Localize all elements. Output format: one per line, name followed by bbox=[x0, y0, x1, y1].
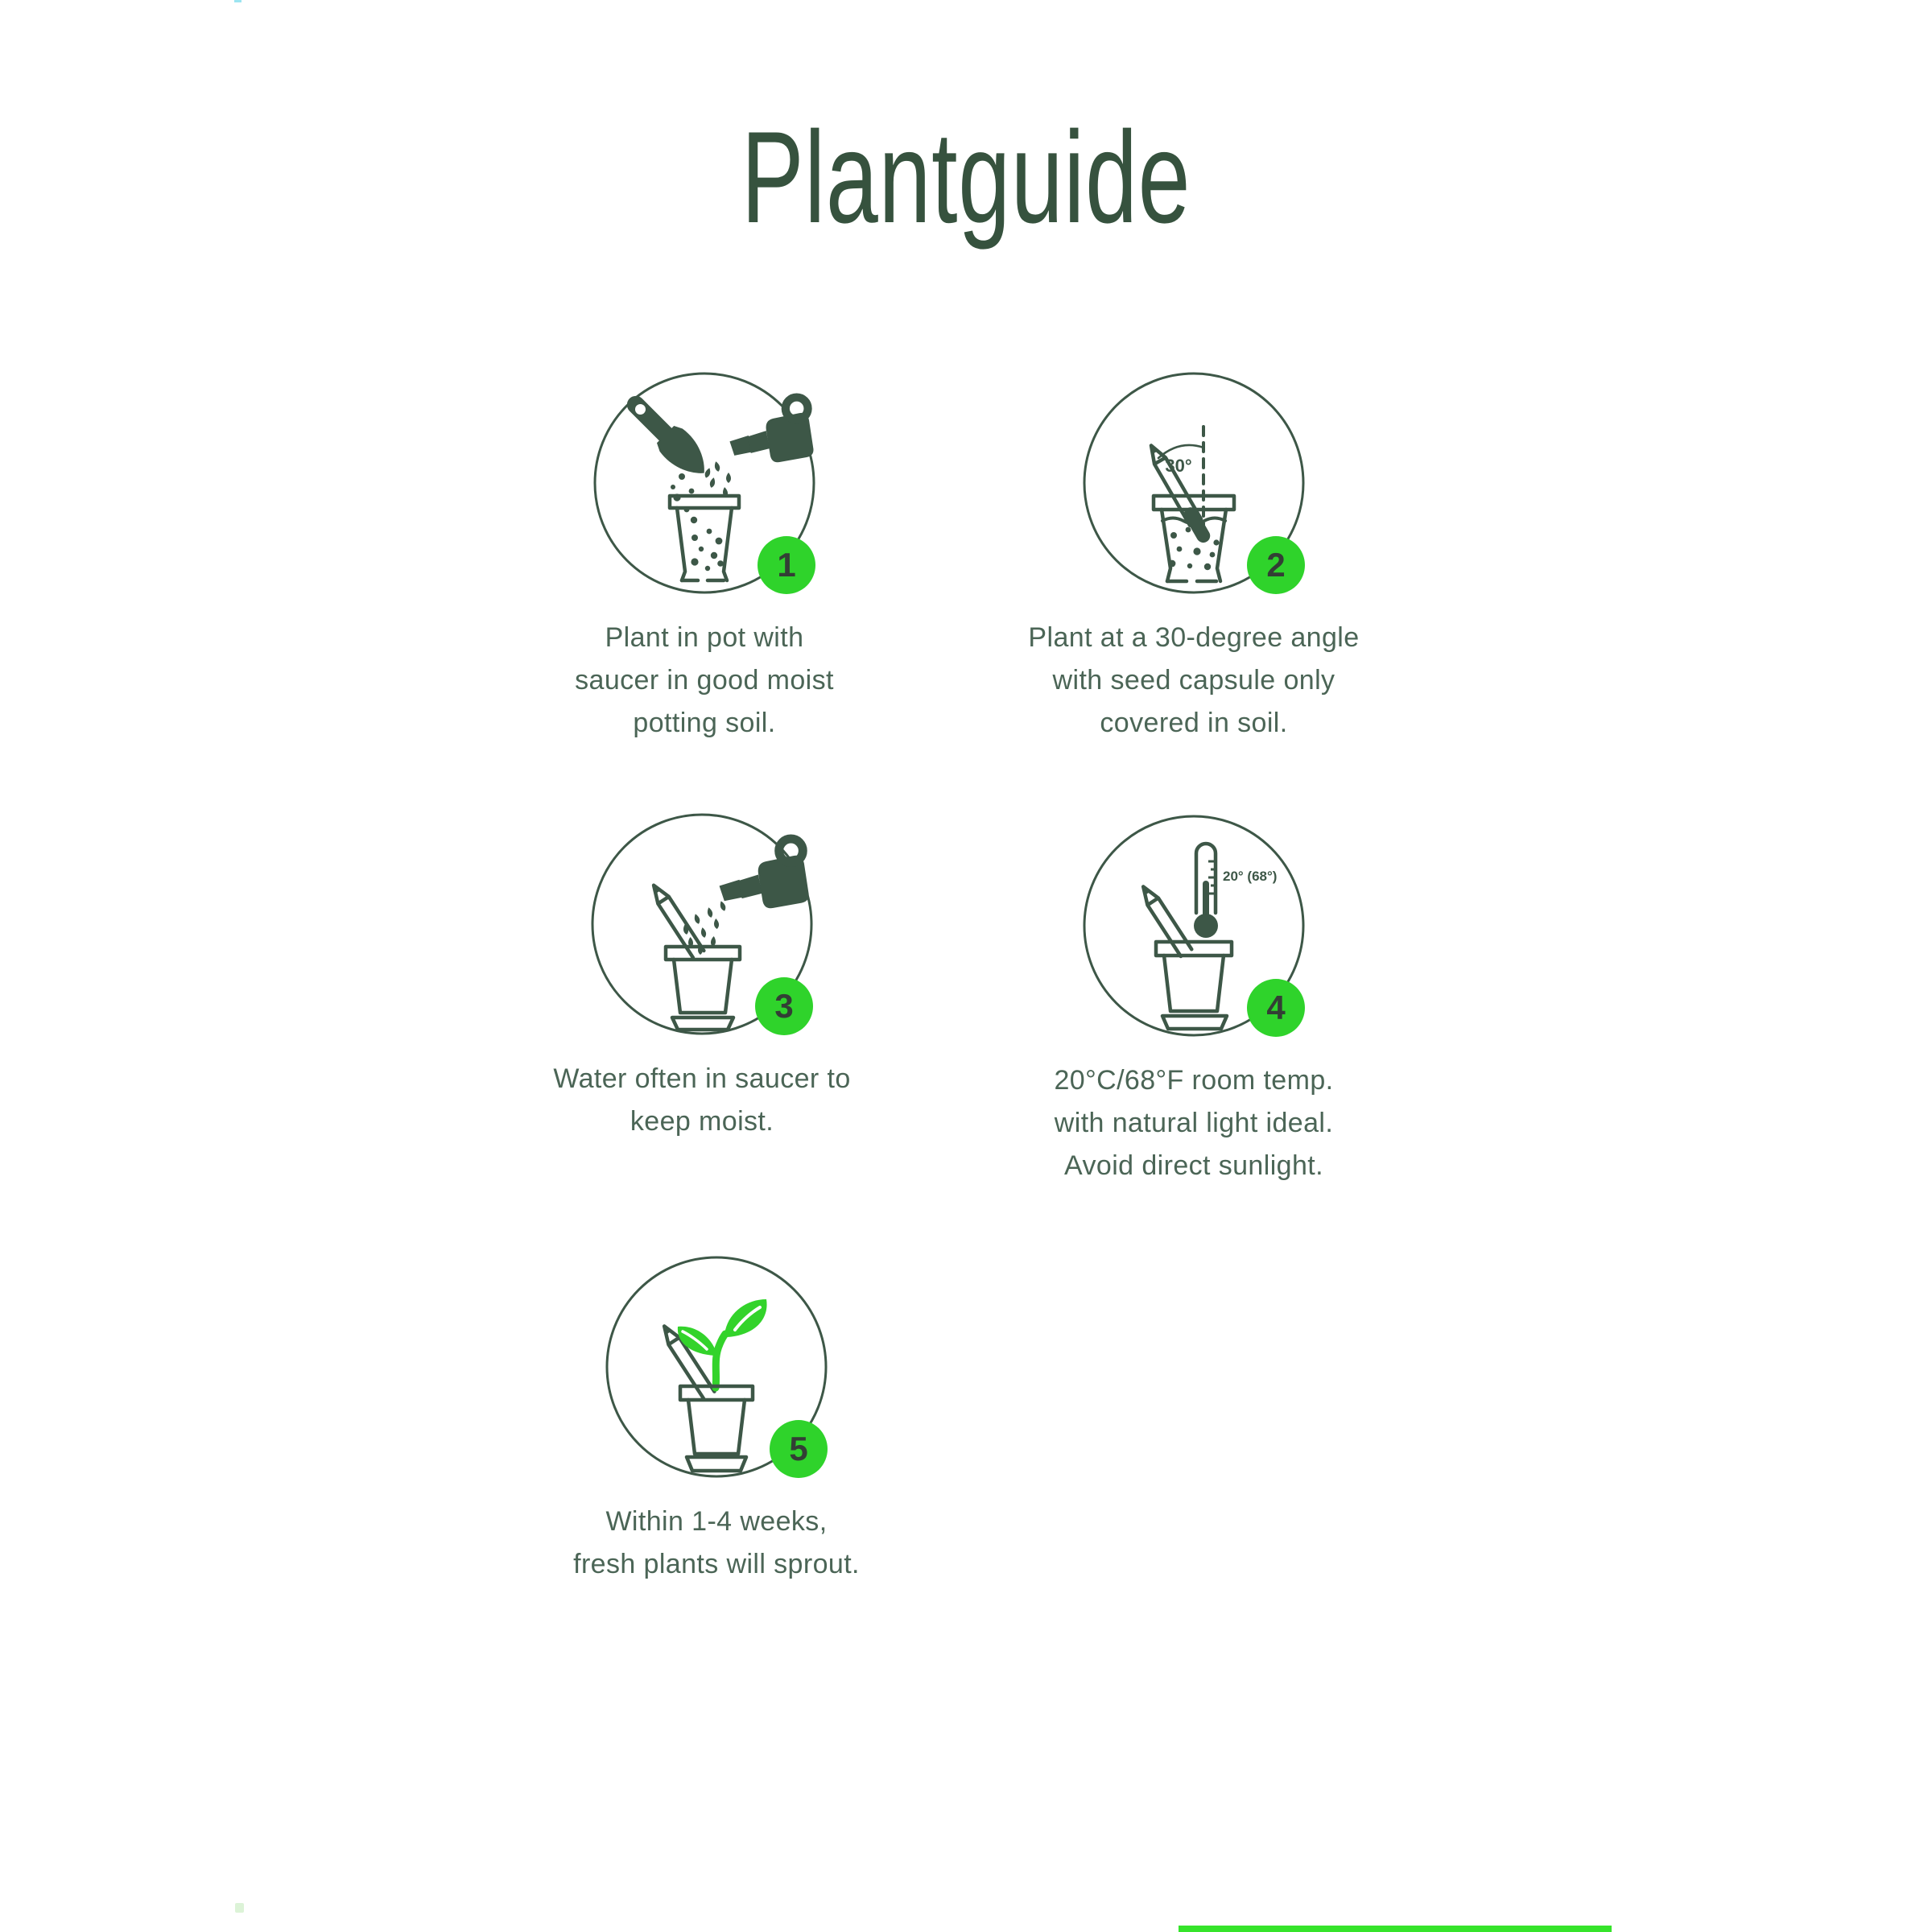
caption-line: Avoid direct sunlight. bbox=[1064, 1150, 1323, 1181]
step-3-icon-wrap bbox=[589, 811, 815, 1037]
caption-line: 20°C/68°F room temp. bbox=[1054, 1065, 1334, 1096]
step-5-number-badge: 5 bbox=[770, 1420, 828, 1478]
step-3-number-badge: 3 bbox=[755, 977, 813, 1035]
step-3-caption bbox=[477, 1058, 927, 1143]
caption-line: Water often in saucer to bbox=[553, 1063, 851, 1094]
thermometer-icon bbox=[1194, 844, 1218, 938]
pot-icon bbox=[1156, 942, 1232, 1029]
step-2 bbox=[968, 370, 1419, 745]
caption-line: covered in soil. bbox=[1100, 708, 1288, 738]
water-drops bbox=[704, 460, 731, 497]
pencil-icon bbox=[1137, 883, 1191, 956]
step-4 bbox=[968, 813, 1419, 1187]
trowel-icon bbox=[617, 386, 716, 485]
step-5 bbox=[491, 1254, 942, 1586]
caption-line: Plant at a 30-degree angle bbox=[1028, 622, 1360, 653]
pot-icon bbox=[670, 496, 739, 580]
watering-can-icon bbox=[729, 398, 813, 463]
pot-icon bbox=[680, 1386, 753, 1471]
watering-can-icon bbox=[720, 839, 809, 908]
caption-line: fresh plants will sprout. bbox=[573, 1549, 860, 1579]
footer-accent-bar bbox=[1179, 1926, 1612, 1932]
sprout-icon bbox=[678, 1299, 767, 1388]
step-4-icon-wrap bbox=[1081, 813, 1307, 1038]
pot-icon bbox=[666, 947, 740, 1030]
temperature-label: 20° (68°) bbox=[1223, 869, 1278, 884]
step-1-caption bbox=[479, 617, 930, 745]
step-5-icon-wrap bbox=[604, 1254, 829, 1480]
step-4-caption bbox=[968, 1059, 1419, 1187]
print-artifact-bottom bbox=[235, 1903, 244, 1913]
step-1-number-badge: 1 bbox=[758, 536, 815, 594]
step-1 bbox=[479, 370, 930, 745]
caption-line: potting soil. bbox=[633, 708, 776, 738]
step-2-number-badge: 2 bbox=[1247, 536, 1305, 594]
step-3 bbox=[477, 811, 927, 1143]
caption-line: keep moist. bbox=[630, 1106, 774, 1137]
caption-line: with natural light ideal. bbox=[1054, 1108, 1334, 1138]
caption-line: saucer in good moist bbox=[575, 665, 834, 696]
caption-line: Within 1-4 weeks, bbox=[605, 1506, 828, 1537]
angle-label: 30° bbox=[1165, 456, 1192, 476]
step-1-icon-wrap bbox=[592, 370, 817, 596]
page-title: Plantguide bbox=[741, 105, 1191, 250]
caption-line: Plant in pot with bbox=[605, 622, 804, 653]
caption-line: with seed capsule only bbox=[1052, 665, 1335, 696]
step-2-icon-wrap bbox=[1081, 370, 1307, 596]
print-artifact-top bbox=[234, 0, 242, 2]
soil-dots bbox=[1169, 527, 1220, 571]
step-4-number-badge: 4 bbox=[1247, 979, 1305, 1037]
step-2-caption bbox=[968, 617, 1419, 745]
step-5-caption bbox=[491, 1501, 942, 1586]
